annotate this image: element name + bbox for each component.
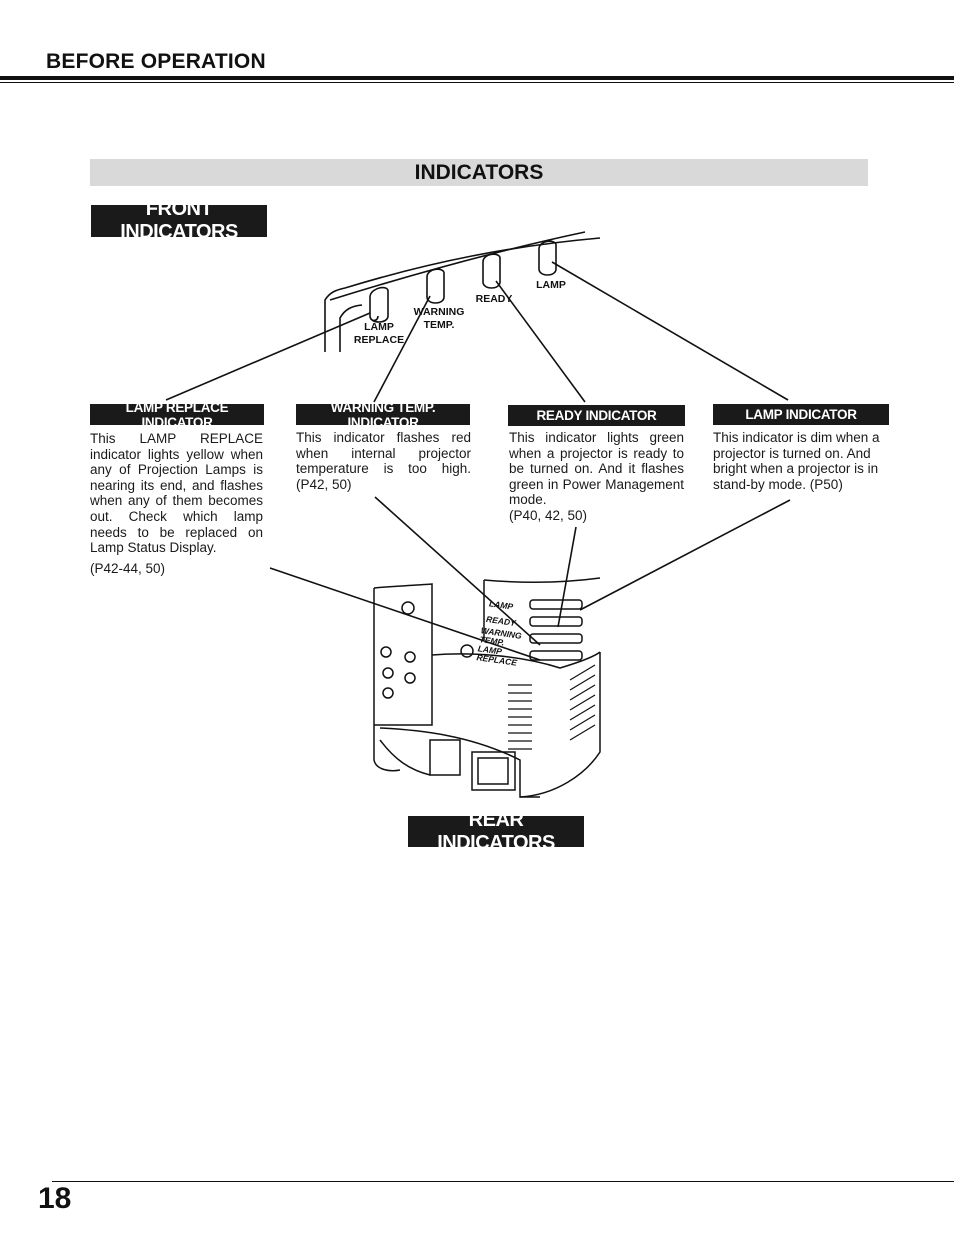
ready-indicator-reference: (P40, 42, 50) — [509, 508, 588, 523]
section-title: BEFORE OPERATION — [46, 50, 266, 73]
rear-label-warning-temp: WARNING TEMP. — [478, 625, 523, 648]
lamp-indicator-title: LAMP INDICATOR — [713, 404, 889, 425]
footer-rule — [52, 1181, 954, 1182]
front-label-warning-temp: WARNING TEMP. — [413, 306, 465, 331]
rear-label-ready: READY — [485, 613, 517, 629]
lamp-indicator-description: This indicator is dim when a projector is turned on. And bright when a projector is in stand-by mode. (P50) — [713, 430, 880, 492]
warning-temp-indicator-title: WARNING TEMP. INDICATOR — [296, 404, 470, 425]
rear-label-lamp: LAMP — [488, 598, 514, 612]
front-label-lamp: LAMP — [536, 279, 566, 291]
page-number: 18 — [38, 1182, 72, 1215]
rear-indicators-label: REAR INDICATORS — [408, 816, 584, 847]
indicators-banner: INDICATORS — [90, 159, 868, 186]
front-label-lamp-replace: LAMP REPLACE — [353, 321, 405, 346]
front-indicators-label: FRONT INDICATORS — [91, 205, 267, 237]
lamp-replace-indicator-title: LAMP REPLACE INDICATOR — [90, 404, 264, 425]
lamp-replace-indicator-description: This LAMP REPLACE indicator lights yellow when any of Projection Lamps is nearing its end, and flashes when any of them becomes out. Check which lamp needs to be replaced on Lamp Status Display. — [90, 431, 263, 556]
front-label-ready: READY — [475, 293, 513, 305]
ready-indicator-description: This indicator lights green when a projector is ready to be turned on. And it flashes green in Power Management mode. — [509, 430, 684, 508]
ready-indicator-title: READY INDICATOR — [508, 405, 685, 426]
warning-temp-indicator-description: This indicator flashes red when internal projector temperature is too high. (P42, 50) — [296, 430, 471, 492]
lamp-replace-indicator-reference: (P42-44, 50) — [90, 561, 166, 576]
rear-label-lamp-replace: LAMP REPLACE — [475, 643, 518, 668]
